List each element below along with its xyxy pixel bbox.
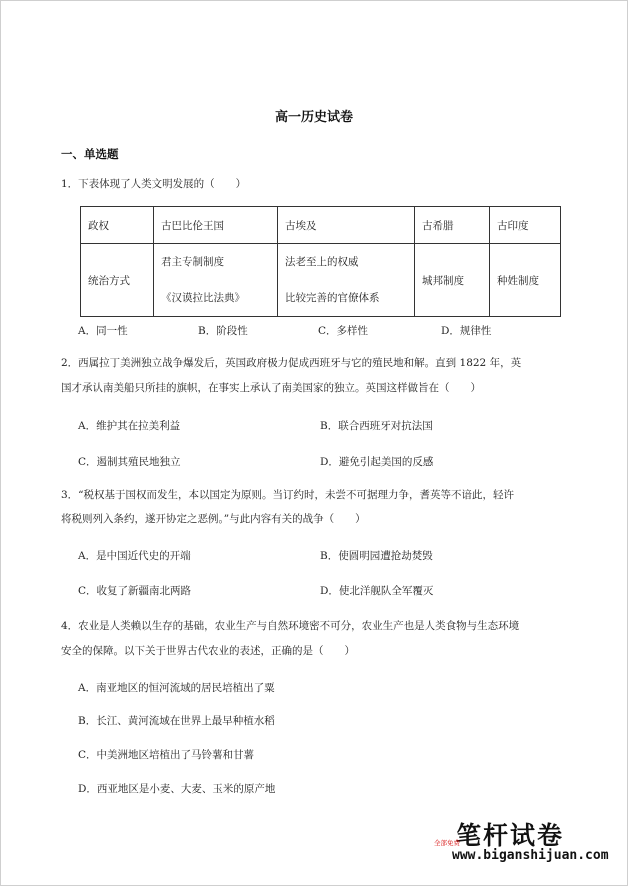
table-row	[81, 207, 561, 244]
question-3-line-2: 将税则列入条约，遂开协定之恶例。”与此内容有关的战争（ ）	[61, 513, 366, 525]
table-cell-line: 比较完善的官僚体系	[285, 292, 380, 304]
watermark-badge: 全部免费	[434, 839, 460, 847]
q1-option-d[interactable]: D．规律性	[441, 325, 492, 337]
q3-option-b[interactable]: B．使圆明园遭抢劫焚毁	[320, 550, 433, 562]
q1-option-c[interactable]: C．多样性	[318, 325, 369, 337]
table-row	[81, 244, 561, 317]
question-2-line-2: 国才承认南美船只所挂的旗帜，在事实上承认了南美国家的独立。英国这样做旨在（ ）	[61, 382, 481, 394]
page-title: 高一历史试卷	[274, 110, 353, 125]
question-3-line-1: 3．“税权基于国权而发生，本以国定为原则。当订约时，未尝不可据理力争，耆英等不谙此，轻许	[61, 489, 515, 501]
question-4-line-1: 4．农业是人类赖以生存的基础，农业生产与自然环境密不可分，农业生产也是人类食物与生态环境	[61, 620, 520, 632]
q3-option-d[interactable]: D．使北洋舰队全军覆灭	[320, 585, 434, 597]
q3-option-c[interactable]: C．收复了新疆南北两路	[78, 585, 192, 597]
q4-option-a[interactable]: A．南亚地区的恒河流域的居民培植出了粟	[78, 682, 275, 694]
q3-option-a[interactable]: A．是中国近代史的开端	[78, 550, 191, 562]
q2-option-a[interactable]: A．维护其在拉美利益	[78, 420, 181, 432]
table-cell: 城邦制度	[415, 244, 490, 317]
table-cell-line: 法老至上的权威	[285, 256, 359, 268]
table-cell	[154, 244, 278, 317]
q2-option-c[interactable]: C．遏制其殖民地独立	[78, 456, 181, 468]
question-1-stem: 1．下表体现了人类文明发展的（ ）	[61, 178, 247, 190]
table-header-cell: 古希腊	[415, 207, 490, 244]
question-1-table	[80, 206, 561, 317]
table-cell-line: 君主专制制度	[161, 256, 224, 268]
q4-option-d[interactable]: D．西亚地区是小麦、大麦、玉米的原产地	[78, 783, 276, 795]
section-heading: 一、单选题	[61, 147, 119, 161]
question-4-line-2: 安全的保障。以下关于世界古代农业的表述，正确的是（ ）	[61, 645, 355, 657]
q2-option-d[interactable]: D．避免引起美国的反感	[320, 456, 434, 468]
table-cell: 统治方式	[81, 244, 154, 317]
table-cell: 种姓制度	[490, 244, 561, 317]
table-header-cell: 古印度	[490, 207, 561, 244]
table-header-cell: 政权	[81, 207, 154, 244]
q1-option-b[interactable]: B．阶段性	[198, 325, 248, 337]
table-cell-line: 《汉谟拉比法典》	[161, 292, 245, 304]
table-cell	[278, 244, 415, 317]
watermark-url: www.biganshijuan.com	[452, 848, 609, 863]
q4-option-c[interactable]: C．中美洲地区培植出了马铃薯和甘薯	[78, 749, 255, 761]
q1-option-a[interactable]: A．同一性	[78, 325, 128, 337]
table-header-cell: 古埃及	[278, 207, 415, 244]
q4-option-b[interactable]: B．长江、黄河流域在世界上最早种植水稻	[78, 715, 275, 727]
question-2-line-1: 2．西属拉丁美洲独立战争爆发后，英国政府极力促成西班牙与它的殖民地和解。直到 1822 年，英	[61, 357, 522, 369]
q2-option-b[interactable]: B．联合西班牙对抗法国	[320, 420, 433, 432]
table-header-cell: 古巴比伦王国	[154, 207, 278, 244]
watermark-logo: 笔杆试卷	[456, 821, 565, 850]
